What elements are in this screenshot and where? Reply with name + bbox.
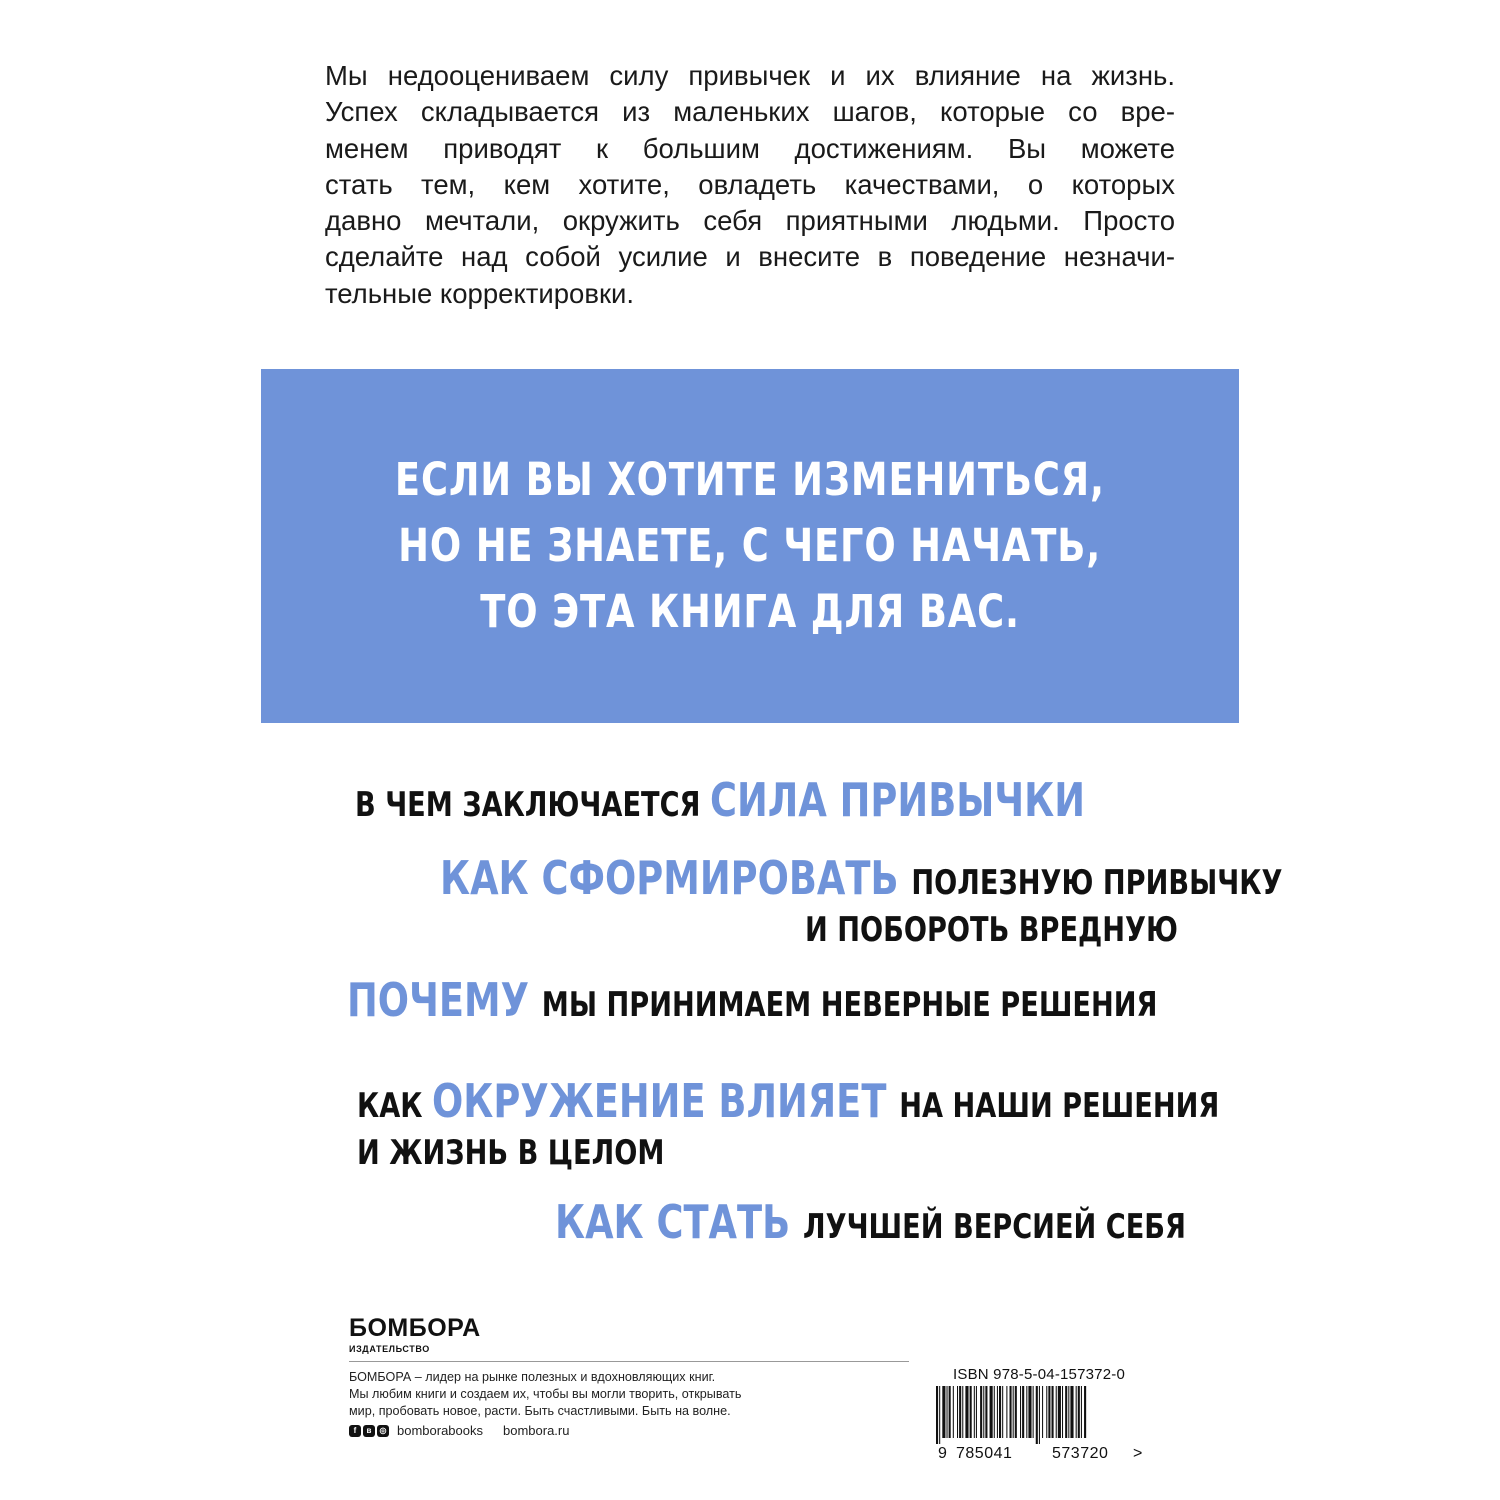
- publisher-logo: [349, 1314, 481, 1354]
- feature-text: И ЖИЗНЬ В ЦЕЛОМ: [357, 1133, 665, 1173]
- barcode-bar: [990, 1386, 993, 1438]
- barcode-bar: [1048, 1386, 1050, 1438]
- barcode-bar: [985, 1386, 987, 1438]
- barcode-bar: [1022, 1386, 1024, 1438]
- barcode-bar: [957, 1386, 958, 1438]
- annotation-line: менем приводят к большим достижениям. Вы можете: [325, 132, 1175, 164]
- barcode-bar: [1078, 1386, 1080, 1438]
- feature-text: КАК: [357, 1086, 432, 1126]
- barcode-digit-first: 9: [938, 1445, 948, 1462]
- feature-row: [347, 970, 1360, 1030]
- barcode-bar: [1046, 1386, 1047, 1438]
- barcode-bar: [1084, 1386, 1086, 1438]
- barcode-bar: [1062, 1386, 1063, 1438]
- feature-row: [357, 1075, 1435, 1127]
- feature-highlight: КАК СТАТЬ: [555, 1195, 804, 1249]
- barcode-bar: [1002, 1386, 1003, 1438]
- about-line: Мы любим книги и создаем их, чтобы вы могли творить, открывать: [349, 1387, 742, 1401]
- barcode-bar: [939, 1386, 940, 1444]
- barcode-bar: [980, 1386, 982, 1438]
- barcode-bar: [1006, 1386, 1007, 1438]
- barcode-bar: [1015, 1386, 1017, 1438]
- feature-text: ПОЛЕЗНУЮ ПРИВЫЧКУ: [911, 863, 1283, 903]
- barcode-digits-right: 573720: [1052, 1445, 1109, 1462]
- publisher-about: [349, 1369, 779, 1420]
- feature-text: ЛУЧШЕЙ ВЕРСИЕЙ СЕБЯ: [803, 1207, 1186, 1247]
- slogan-line: ТО ЭТА КНИГА ДЛЯ ВАС.: [480, 585, 1020, 638]
- feature-row: [555, 1192, 1344, 1252]
- barcode-bar: [949, 1386, 951, 1438]
- social-handle[interactable]: bomborabooks: [397, 1423, 483, 1438]
- annotation-line: Мы недооцениваем силу привычек и их влияние на жизнь.: [325, 60, 1175, 91]
- barcode-bar: [976, 1386, 977, 1438]
- barcode-bar: [1020, 1386, 1021, 1438]
- barcode-bar: [974, 1386, 975, 1438]
- feature-item: [555, 1192, 1344, 1252]
- barcode-bar: [997, 1386, 998, 1438]
- barcode-bar: [1028, 1386, 1031, 1438]
- barcode-bar: [1065, 1386, 1067, 1438]
- feature-row: [355, 770, 1268, 830]
- feature-item: [440, 852, 1493, 956]
- feature-text: И ПОБОРОТЬ ВРЕДНУЮ: [805, 910, 1178, 950]
- barcode-bar: [953, 1386, 954, 1438]
- annotation-line: тельные корректировки.: [325, 277, 634, 309]
- barcode-bar: [1026, 1386, 1027, 1438]
- feature-highlight: ПОЧЕМУ: [347, 973, 542, 1027]
- barcode-bar: [999, 1386, 1001, 1438]
- slogan-line: ЕСЛИ ВЫ ХОТИТЕ ИЗМЕНИТЬСЯ,: [395, 453, 1105, 506]
- barcode-bar: [1058, 1386, 1061, 1438]
- about-line: БОМБОРА – лидер на рынке полезных и вдохновляющих книг.: [349, 1370, 716, 1384]
- website-link[interactable]: bombora.ru: [503, 1423, 570, 1438]
- barcode-bar: [1036, 1386, 1038, 1444]
- barcode-quiet-mark: >: [1133, 1445, 1143, 1462]
- feature-text: МЫ ПРИНИМАЕМ НЕВЕРНЫЕ РЕШЕНИЯ: [541, 985, 1158, 1025]
- barcode-bar: [1070, 1386, 1073, 1438]
- barcode-bar: [1056, 1386, 1057, 1438]
- vk-icon[interactable]: в: [363, 1425, 375, 1437]
- facebook-icon[interactable]: f: [349, 1425, 361, 1437]
- barcode-bar: [959, 1386, 961, 1438]
- annotation-line: сделайте над собой усилие и внесите в поведение незначи-: [325, 241, 1175, 273]
- barcode-bar: [936, 1386, 938, 1444]
- barcode-bar: [1076, 1386, 1077, 1438]
- publisher-subtitle: ИЗДАТЕЛЬСТВО: [349, 1344, 430, 1354]
- footer-divider: [349, 1361, 909, 1362]
- barcode-bar: [962, 1386, 963, 1438]
- feature-text: НА НАШИ РЕШЕНИЯ: [899, 1086, 1220, 1126]
- feature-item: [357, 1075, 1435, 1179]
- feature-row: [440, 852, 1493, 904]
- barcode-bar: [1068, 1386, 1069, 1438]
- barcode-bar: [983, 1386, 984, 1438]
- barcode-bar: [1042, 1386, 1043, 1438]
- feature-item: [347, 970, 1360, 1030]
- barcode-bar: [1013, 1386, 1014, 1438]
- barcode-bar: [965, 1386, 968, 1438]
- barcode: [936, 1386, 1141, 1444]
- barcode-bar: [1081, 1386, 1082, 1438]
- feature-highlight: ОКРУЖЕНИЕ ВЛИЯЕТ: [431, 1074, 900, 1128]
- about-line: мир, пробовать новое, расти. Быть счастливыми. Быть на волне.: [349, 1404, 731, 1418]
- feature-highlight: КАК СФОРМИРОВАТЬ: [440, 851, 912, 905]
- feature-item: [355, 770, 1268, 830]
- slogan-banner: [261, 369, 1239, 723]
- barcode-bar: [1039, 1386, 1040, 1444]
- slogan-line: НО НЕ ЗНАЕТЕ, С ЧЕГО НАЧАТЬ,: [398, 519, 1102, 572]
- social-links: [349, 1423, 569, 1438]
- annotation-line: стать тем, кем хотите, овладеть качествами, о которых: [325, 168, 1175, 200]
- feature-highlight: СИЛА ПРИВЫЧКИ: [709, 773, 1086, 827]
- annotation-text: [325, 58, 1175, 312]
- publisher-name: БОМБОРА: [349, 1314, 481, 1342]
- feature-text: В ЧЕМ ЗАКЛЮЧАЕТСЯ: [355, 785, 710, 825]
- annotation-line: давно мечтали, окружить себя приятными людьми. Просто: [325, 205, 1175, 237]
- barcode-bar: [942, 1386, 945, 1438]
- barcode-digits-left: 785041: [956, 1445, 1013, 1462]
- annotation-line: Успех складывается из маленьких шагов, которые со вре-: [325, 96, 1175, 128]
- barcode-bar: [1052, 1386, 1054, 1438]
- barcode-bar: [1033, 1386, 1034, 1438]
- isbn-label: ISBN 978-5-04-157372-0: [953, 1366, 1126, 1383]
- barcode-bar: [994, 1386, 995, 1438]
- instagram-icon[interactable]: ◎: [377, 1425, 389, 1437]
- barcode-bar: [947, 1386, 948, 1438]
- barcode-bar: [970, 1386, 972, 1438]
- barcode-bar: [1010, 1386, 1012, 1438]
